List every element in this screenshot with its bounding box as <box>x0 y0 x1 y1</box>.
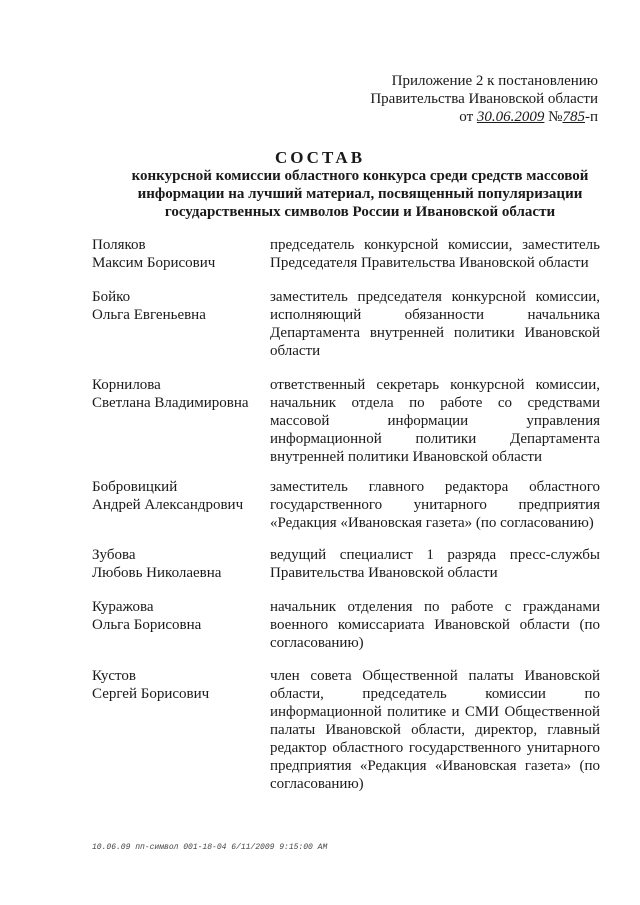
member-given-names: Любовь Николаевна <box>92 565 222 581</box>
member-surname: Поляков <box>92 237 146 253</box>
member-given-names: Максим Борисович <box>92 255 216 271</box>
member-name <box>92 376 262 412</box>
member-given-names: Андрей Александрович <box>92 497 244 513</box>
member-name <box>92 667 262 703</box>
appendix-date: 30.06.2009 <box>476 109 545 125</box>
member-surname: Бобровицкий <box>92 479 178 495</box>
member-role: председатель конкурсной комиссии, заместитель Председателя Правительства Ивановской области <box>270 237 600 271</box>
member-given-names: Сергей Борисович <box>92 686 210 702</box>
member-role: ответственный секретарь конкурсной комиссии, начальник отдела по работе со средствами массовой информации управления информационной политики Департамента внутренней политики Ивановской области <box>270 377 600 465</box>
member-surname: Куражова <box>92 599 154 615</box>
member-role: заместитель председателя конкурсной комиссии, исполняющий обязанности начальника Департамента внутренней политики Ивановской области <box>270 289 600 359</box>
member-given-names: Светлана Владимировна <box>92 395 249 411</box>
member-name <box>92 236 262 272</box>
member-role: член совета Общественной палаты Ивановской области, председатель комиссии по информационной политике и СМИ Общественной палаты Ивановской области, директор, главный редактор областного государственного унитарного предприятия «Редакция «Ивановская газета» (по согласованию) <box>270 668 600 792</box>
footer-file-stamp: 10.06.09 пп-символ 001-18-04 6/11/2009 9:15:00 AM <box>92 843 328 852</box>
appendix-line-2: Правительства Ивановской области <box>370 91 598 107</box>
appendix-date-prefix: от <box>459 109 474 125</box>
member-given-names: Ольга Борисовна <box>92 617 202 633</box>
appendix-number-suffix: -п <box>584 109 598 125</box>
member-name <box>92 478 262 514</box>
appendix-line-3 <box>370 108 598 126</box>
appendix-line-1: Приложение 2 к постановлению <box>391 73 598 89</box>
member-role: ведущий специалист 1 разряда пресс-службы Правительства Ивановской области <box>270 547 600 581</box>
member-name <box>92 546 262 582</box>
appendix-number: 785 <box>562 109 585 125</box>
member-surname: Корнилова <box>92 377 161 393</box>
member-role: заместитель главного редактора областного государственного унитарного предприятия «Редакция «Ивановская газета» (по согласованию) <box>270 479 600 531</box>
document-title: СОСТАВ <box>274 148 366 167</box>
member-role: начальник отделения по работе с гражданами военного комиссариата Ивановской области (по согласованию) <box>270 599 600 651</box>
member-surname: Зубова <box>92 547 136 563</box>
member-name <box>92 288 262 324</box>
document-subtitle: конкурсной комиссии областного конкурса среди средств массовой информации на лучший материал, посвященный популяризации государственных символов России и Ивановской области <box>131 168 589 220</box>
appendix-number-prefix: № <box>548 109 563 125</box>
member-surname: Кустов <box>92 668 136 684</box>
appendix-header <box>370 72 598 126</box>
member-surname: Бойко <box>92 289 131 305</box>
member-given-names: Ольга Евгеньевна <box>92 307 206 323</box>
member-name <box>92 598 262 634</box>
